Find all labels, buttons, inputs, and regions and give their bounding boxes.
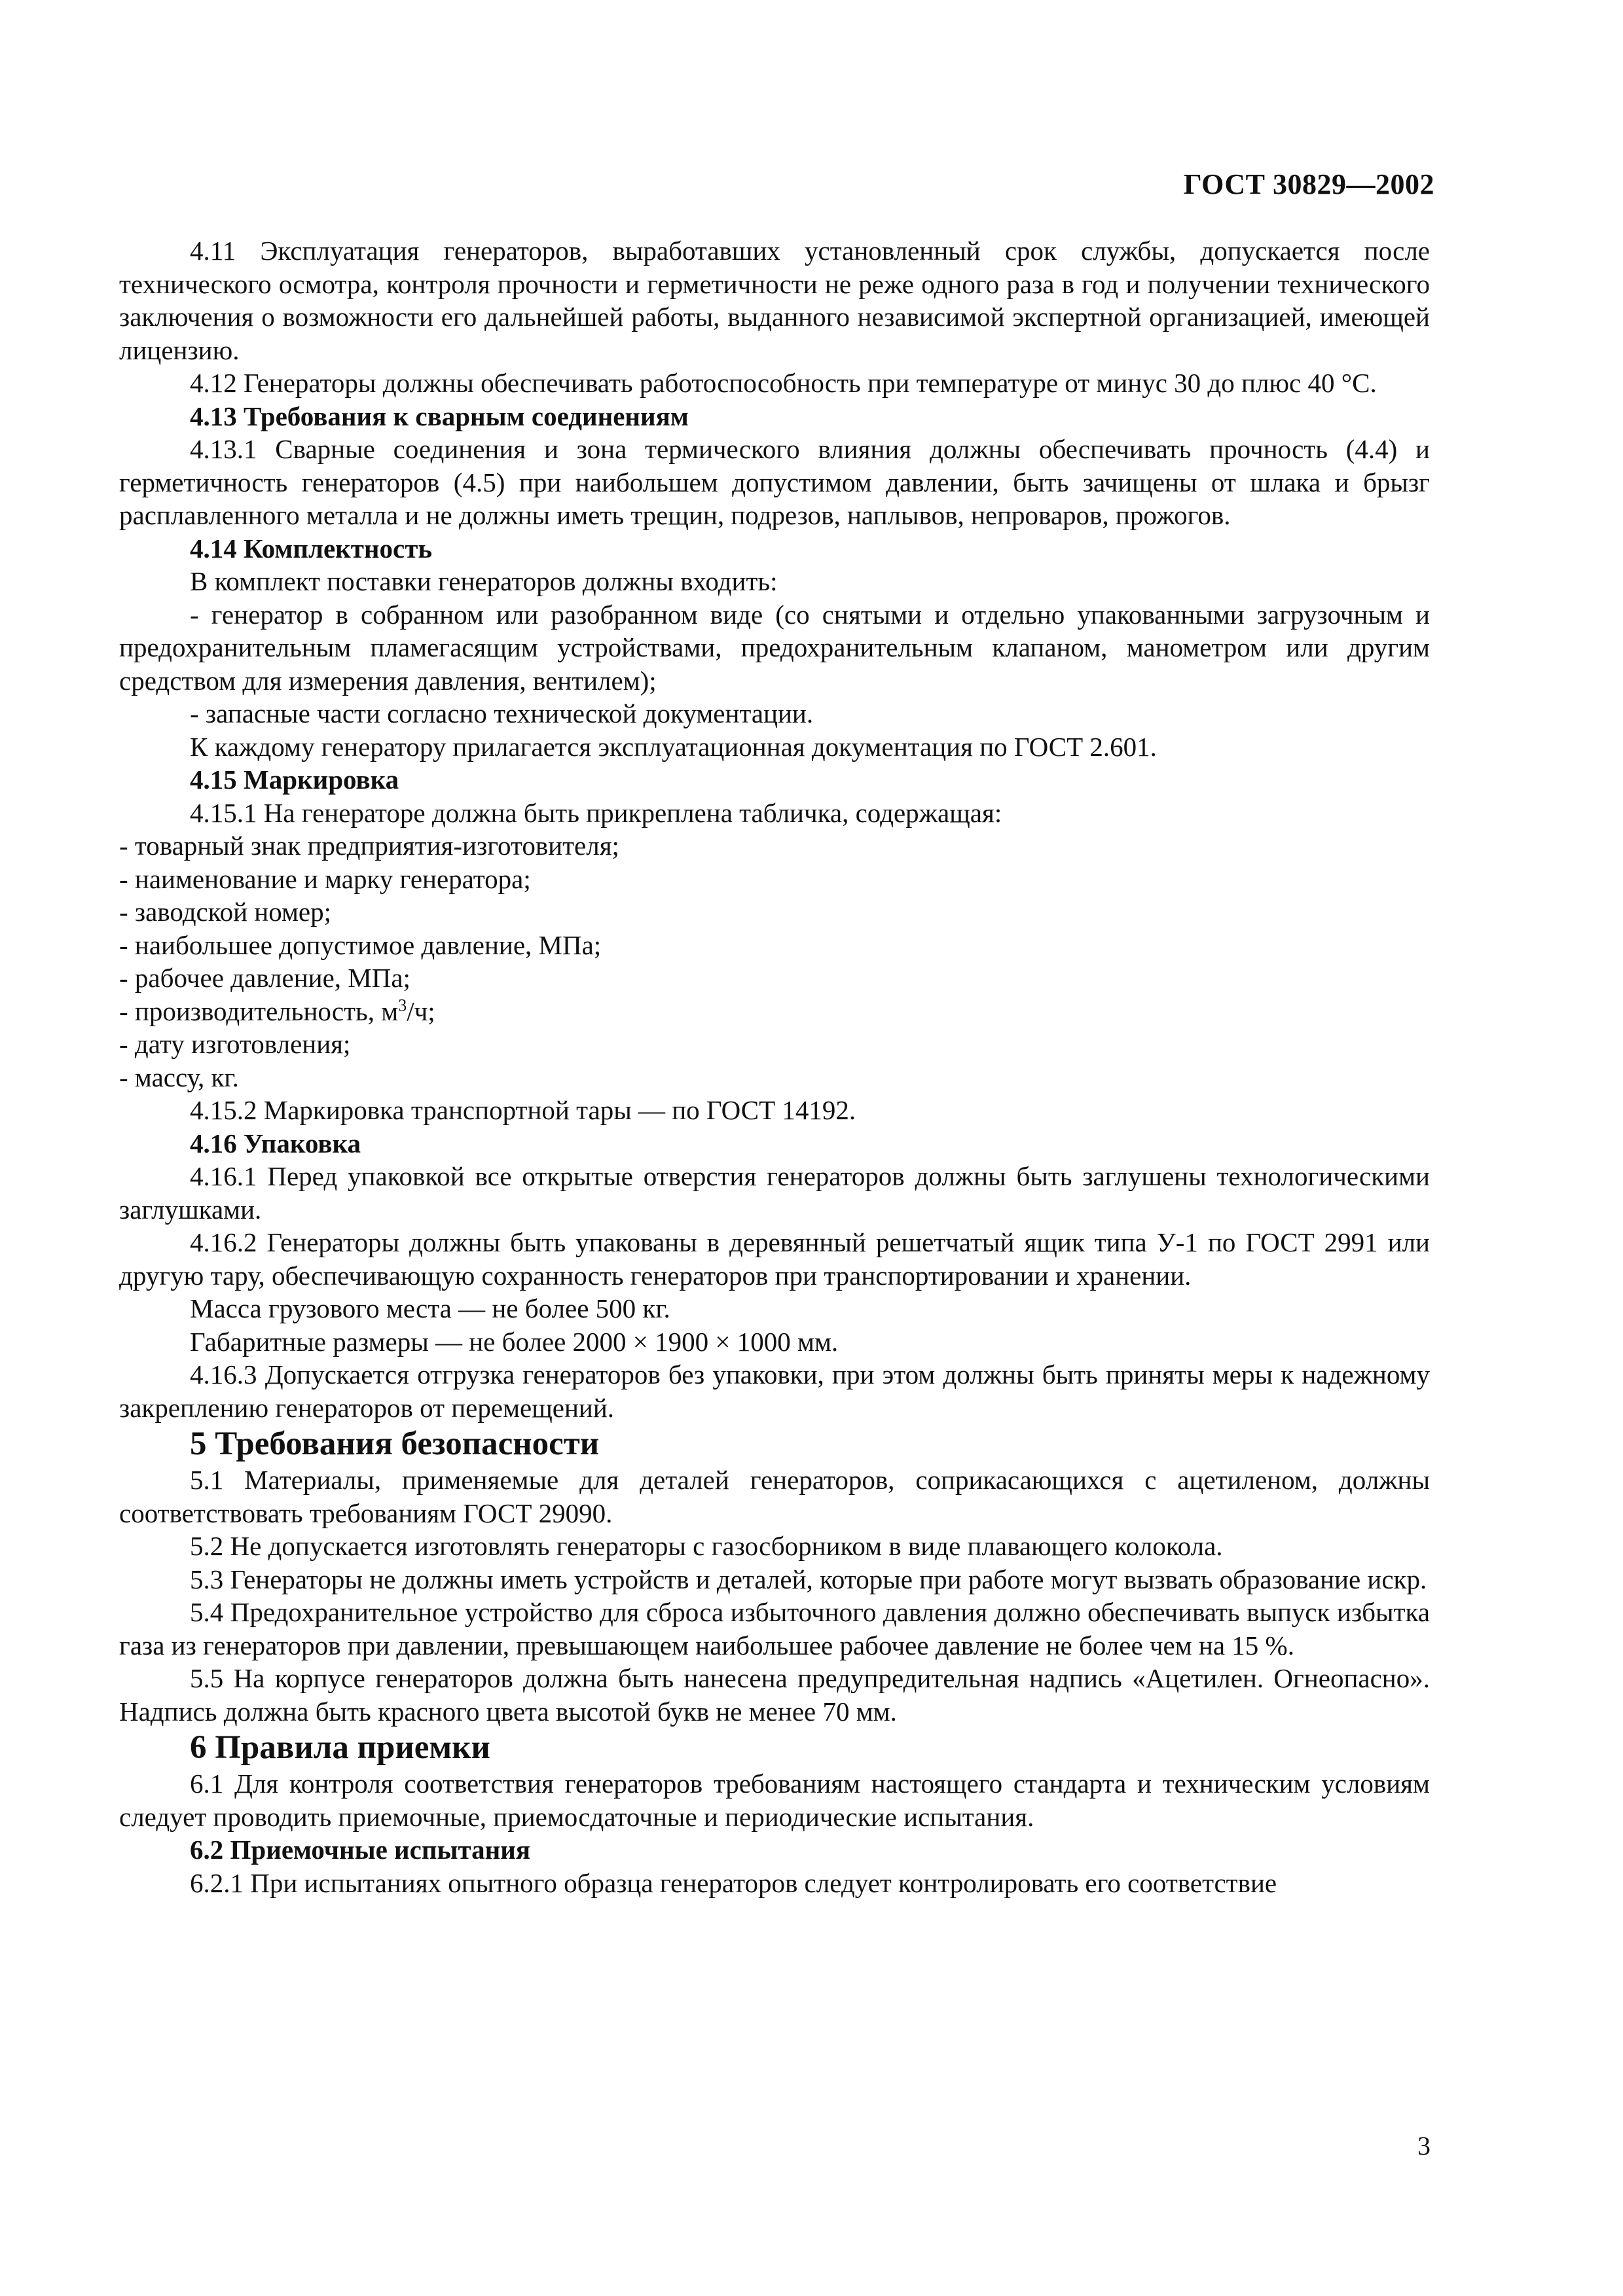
paragraph-4-15-2: 4.15.2 Маркировка транспортной тары — по ГОСТ 14192. xyxy=(190,1095,856,1125)
paragraph-5-1: 5.1 Материалы, применяемые для деталей генераторов, соприкасающихся с ацетиленом, должны соответствовать требованиям ГОСТ 29090. xyxy=(119,1465,1430,1528)
list-item: - заводской номер; xyxy=(119,897,331,927)
list-item: - товарный знак предприятия-изготовителя; xyxy=(119,831,619,861)
section-heading-6: 6 Правила приемки xyxy=(190,1729,490,1766)
list-item: - запасные части согласно технической документации. xyxy=(190,698,814,728)
subsection-heading-4-13: 4.13 Требования к сварным соединениям xyxy=(190,401,689,431)
paragraph-4-14-docs: К каждому генератору прилагается эксплуатационная документация по ГОСТ 2.601. xyxy=(190,731,1157,762)
paragraph-5-2: 5.2 Не допускается изготовлять генераторы с газосборником в виде плавающего колокола. xyxy=(190,1531,1223,1561)
list-item-tail: /ч; xyxy=(407,996,435,1026)
paragraph-5-5: 5.5 На корпусе генераторов должна быть нанесена предупредительная надпись «Ацетилен. Огнеопасно». Надпись должна быть красного цвета высотой букв не менее 70 мм. xyxy=(119,1663,1430,1727)
list-item: - наибольшее допустимое давление, МПа; xyxy=(119,929,602,960)
paragraph-mass: Масса грузового места — не более 500 кг. xyxy=(190,1293,670,1323)
subsection-heading-4-15: 4.15 Маркировка xyxy=(190,764,399,795)
document-code-header: ГОСТ 30829—2002 xyxy=(1183,168,1434,200)
paragraph-4-14-intro: В комплект поставки генераторов должны входить: xyxy=(190,566,778,596)
paragraph-4-11: 4.11 Эксплуатация генераторов, выработавших установленный срок службы, допускается после технического осмотра, контроля прочности и герметичности не реже одного раза в год и получении технического заключения о возможности его дальнейшей работы, выданного независимой экспертной организацией, имеющей лицензию. xyxy=(119,236,1430,365)
paragraph-4-12: 4.12 Генераторы должны обеспечивать работоспособность при температуре от минус 30 до плюс 40 °С. xyxy=(190,368,1377,398)
page-number: 3 xyxy=(1417,2131,1431,2161)
list-item: - массу, кг. xyxy=(119,1062,239,1092)
list-item: - дату изготовления; xyxy=(119,1029,351,1059)
paragraph-4-16-3: 4.16.3 Допускается отгрузка генераторов без упаковки, при этом должны быть приняты меры к надежному закреплению генераторов от перемещений. xyxy=(119,1359,1430,1423)
document-body xyxy=(119,234,1430,1899)
paragraph-4-16-1: 4.16.1 Перед упаковкой все открытые отверстия генераторов должны быть заглушены технологическими заглушками. xyxy=(119,1161,1430,1225)
paragraph-5-3: 5.3 Генераторы не должны иметь устройств и деталей, которые при работе могут вызвать образование искр. xyxy=(190,1564,1427,1594)
subsection-heading-4-16: 4.16 Упаковка xyxy=(190,1128,361,1158)
section-heading-5: 5 Требования безопасности xyxy=(190,1426,600,1462)
paragraph-dimensions: Габаритные размеры — не более 2000 × 1900 × 1000 мм. xyxy=(190,1326,839,1357)
list-item xyxy=(119,995,1430,1028)
list-item: - генератор в собранном или разобранном виде (со снятыми и отдельно упакованными загрузочным и предохранительным пламегасящим устройствами, предохранительным клапаном, манометром или другим средством для измерения давления, вентилем); xyxy=(119,599,1430,696)
paragraph-4-16-2: 4.16.2 Генераторы должны быть упакованы в деревянный решетчатый ящик типа У-1 по ГОСТ 2991 или другую тару, обеспечивающую сохранность генераторов при транспортировании и хранении. xyxy=(119,1227,1430,1291)
subsection-heading-6-2: 6.2 Приемочные испытания xyxy=(190,1835,531,1865)
superscript: 3 xyxy=(398,995,407,1014)
list-item: - наименование и марку генератора; xyxy=(119,863,531,894)
list-item-text: - производительность, м xyxy=(119,996,399,1026)
list-item: - рабочее давление, МПа; xyxy=(119,963,410,993)
paragraph-4-15-1: 4.15.1 На генераторе должна быть прикреплена табличка, содержащая: xyxy=(190,797,1002,828)
paragraph-6-2-1: 6.2.1 При испытаниях опытного образца генераторов следует контролировать его соответствие xyxy=(190,1867,1277,1898)
subsection-heading-4-14: 4.14 Комплектность xyxy=(190,533,433,564)
paragraph-5-4: 5.4 Предохранительное устройство для сброса избыточного давления должно обеспечивать выпуск избытка газа из генераторов при давлении, превышающем наибольшее рабочее давление не более чем на 15 %. xyxy=(119,1597,1430,1660)
paragraph-6-1: 6.1 Для контроля соответствия генераторов требованиям настоящего стандарта и техническим условиям следует проводить приемочные, приемосдаточные и периодические испытания. xyxy=(119,1768,1430,1832)
paragraph-4-13-1: 4.13.1 Сварные соединения и зона термического влияния должны обеспечивать прочность (4.4) и герметичность генераторов (4.5) при наибольшем допустимом давлении, быть зачищены от шлака и брызг расплавленного металла и не должны иметь трещин, подрезов, наплывов, непроваров, прожогов. xyxy=(119,434,1430,530)
